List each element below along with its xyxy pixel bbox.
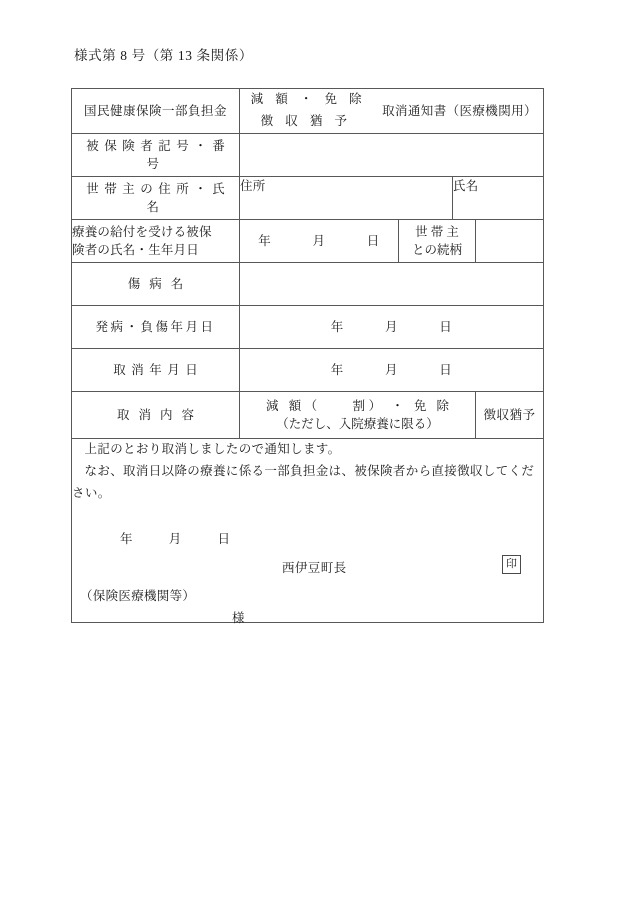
notice-line-1: 上記のとおり取消しましたので通知します。 — [84, 441, 341, 456]
cancel-day: 日 — [439, 362, 453, 377]
issuer-name: 西伊豆町長 — [282, 561, 347, 576]
cancel-content-detail[interactable] — [240, 391, 476, 438]
recipient-label: （保険医療機関等） — [80, 589, 196, 604]
relation-label-line1: 世 帯 主 — [415, 224, 459, 239]
issue-date-year: 年 — [120, 532, 133, 547]
onset-day: 日 — [439, 319, 453, 334]
table-row-onset-date — [72, 305, 544, 348]
header-document-title: 取消通知書（医療機関用） — [382, 103, 537, 118]
issue-date[interactable] — [120, 530, 230, 548]
onset-year: 年 — [330, 319, 344, 334]
table-row-householder — [72, 176, 544, 219]
table-row-cancel-content — [72, 391, 544, 438]
table-row-header — [72, 89, 544, 134]
householder-label: 世帯主の住所・氏名 — [72, 176, 240, 219]
onset-date-cell[interactable] — [240, 305, 544, 348]
householder-name-cell[interactable] — [453, 176, 544, 219]
householder-address-label: 住所 — [240, 178, 266, 193]
issue-date-day: 日 — [217, 532, 231, 547]
recipient-honorific: 様 — [232, 611, 245, 626]
relation-value[interactable] — [476, 219, 544, 262]
beneficiary-birth-day: 日 — [366, 233, 380, 248]
cancel-date-label: 取消年月日 — [72, 348, 240, 391]
onset-date-label: 発病・負傷年月日 — [72, 305, 240, 348]
header-kind-line1: 減 額 ・ 免 除 — [250, 92, 367, 106]
cancel-content-line1: 減 額（ 割） ・ 免 除 — [265, 398, 453, 413]
notification-form-table — [71, 88, 544, 626]
notice-line-2: なお、取消日以降の療養に係る一部負担金は、被保険者から直接徴収してください。 — [72, 463, 535, 500]
beneficiary-label — [72, 219, 240, 262]
signature-block — [72, 530, 543, 626]
cancel-month: 月 — [385, 362, 399, 377]
header-subject-label: 国民健康保険一部負担金 — [72, 89, 240, 134]
cancel-content-line2: （ただし、入院療養に限る） — [276, 416, 439, 431]
table-row-cancel-date — [72, 348, 544, 391]
seal-stamp-icon: 印 — [502, 555, 521, 574]
table-row-insured-number — [72, 133, 544, 176]
notice-block — [72, 438, 544, 626]
header-title-cell — [240, 89, 544, 134]
cancel-date-cell[interactable] — [240, 348, 544, 391]
beneficiary-label-line1: 療養の給付を受ける被保 — [72, 224, 212, 239]
householder-name-label: 氏名 — [453, 178, 479, 193]
disease-value[interactable] — [240, 262, 544, 305]
cancel-content-option[interactable]: 徴収猶予 — [476, 391, 544, 438]
relation-label-line2: との続柄 — [411, 242, 462, 257]
cancel-content-label: 取消内容 — [72, 391, 240, 438]
header-kind-stack — [246, 89, 366, 133]
onset-month: 月 — [385, 319, 399, 334]
beneficiary-birth-date-cell[interactable] — [240, 219, 399, 262]
householder-address-cell[interactable] — [240, 176, 453, 219]
form-number-label: 様式第 8 号（第 13 条関係） — [74, 48, 253, 63]
insured-number-label: 被保険者記号・番号 — [72, 133, 240, 176]
insured-number-value[interactable] — [240, 133, 544, 176]
beneficiary-birth-year: 年 — [258, 233, 272, 248]
table-row-beneficiary — [72, 219, 544, 262]
header-kind-line2: 徴 収 猶 予 — [260, 113, 352, 128]
beneficiary-label-line2: 険者の氏名・生年月日 — [72, 242, 200, 257]
disease-label: 傷病名 — [72, 262, 240, 305]
cancel-year: 年 — [330, 362, 344, 377]
relation-label — [399, 219, 476, 262]
table-row-disease — [72, 262, 544, 305]
issue-date-month: 月 — [168, 532, 182, 547]
beneficiary-birth-month: 月 — [312, 233, 326, 248]
table-row-notice — [72, 438, 544, 623]
